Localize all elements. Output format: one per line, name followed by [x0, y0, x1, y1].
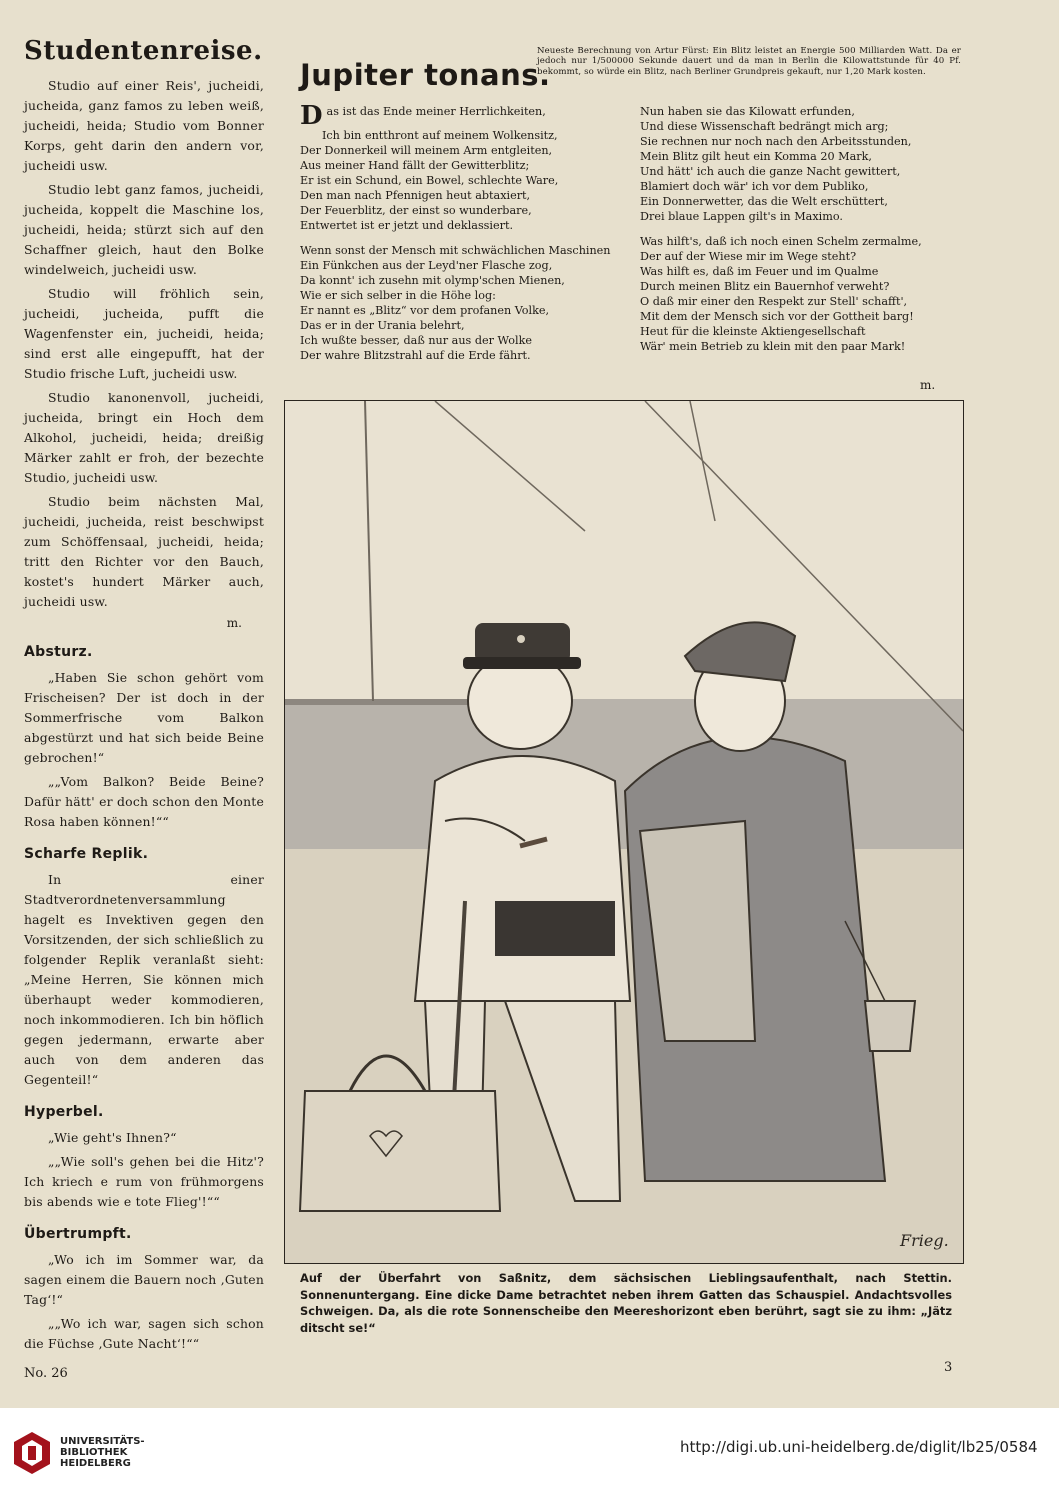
verse-line: Blamiert doch wär' ich vor dem Publiko,: [640, 180, 869, 193]
studentenreise-paragraph: Studio beim nächsten Mal, jucheidi, jucheida, reist beschwipst zum Schöffensaal, jucheidi, heida; tritt den Richter vor den Bauch, kostet's hundert Märker auch, jucheidi usw.: [24, 494, 264, 609]
studentenreise-paragraph: Studio lebt ganz famos, jucheidi, jucheida, koppelt die Maschine los, jucheidi, heida; stürzt sich auf den Schaffner gleich, haut den Bolke windelweich, jucheidi usw.: [24, 182, 264, 277]
verse-line: Ein Fünkchen aus der Leyd'ner Flasche zog,: [300, 259, 553, 272]
studentenreise-paragraph: Studio kanonenvoll, jucheidi, jucheida, bringt ein Hoch dem Alkohol, jucheidi, heida; dreißig Märker zahlt er froh, der bezechte Studio, jucheidi usw.: [24, 390, 264, 485]
verse-line: Durch meinen Blitz ein Bauernhof verweht?: [640, 280, 890, 293]
studentenreise-title: Studentenreise.: [24, 36, 263, 66]
verse-line: Was hilft's, daß ich noch einen Schelm zermalme,: [640, 235, 922, 248]
verse-line: Nun haben sie das Kilowatt erfunden,: [640, 105, 855, 118]
issue-number: No. 26: [24, 1366, 68, 1381]
illustration-caption: Auf der Überfahrt von Saßnitz, dem sächsischen Lieblingsaufenthalt, nach Stettin. Sonnenuntergang. Eine dicke Dame betrachtet neben ihrem Gatten das Schauspiel. Andachtsvolles Schweigen. Da, als die rote Sonnenscheibe den Meereshorizont eben berührt, sagt sie zu ihm: „Jätz ditscht se!“: [300, 1271, 952, 1335]
verse-line: Wie er sich selber in die Höhe log:: [300, 289, 496, 302]
verse-line: Da konnt' ich zusehn mit olymp'schen Mienen,: [300, 274, 565, 287]
absturz-paragraph: „Haben Sie schon gehört vom Frischeisen? Der ist doch in der Sommerfrische vom Balkon abgestürzt und hat sich beide Beine gebrochen!“: [24, 670, 264, 765]
verse-line: Wenn sonst der Mensch mit schwächlichen Maschinen: [300, 244, 611, 257]
replik-title: Scharfe Replik.: [24, 846, 149, 862]
verse-line: Der auf der Wiese mir im Wege steht?: [640, 250, 857, 263]
verse-line: Er nannt es „Blitz“ vor dem profanen Volke,: [300, 304, 550, 317]
library-seal-icon: [12, 1430, 52, 1476]
library-name: UNIVERSITÄTS- BIBLIOTHEK HEIDELBERG: [60, 1436, 145, 1469]
left-column: [24, 36, 264, 1358]
jupiter-verse-left: [300, 104, 630, 373]
verse-line: Der wahre Blitzstrahl auf die Erde fährt.: [300, 349, 531, 362]
verse-line: Mit dem der Mensch sich vor der Gottheit barg!: [640, 310, 914, 323]
studentenreise-paragraph: Studio will fröhlich sein, jucheidi, jucheida, pufft die Wagenfenster ein, jucheidi, heida; sind erst alle eingepufft, hat der Studio frische Luft, jucheidi usw.: [24, 286, 264, 381]
illustration: [284, 400, 964, 1264]
stanza-4: [640, 234, 962, 354]
verse-line: Den man nach Pfennigen heut abtaxiert,: [300, 189, 531, 202]
illustration-drawing: [285, 401, 963, 1263]
verse-line: Was hilft es, daß im Feuer und im Qualme: [640, 265, 879, 278]
initial-letter: D: [300, 104, 323, 128]
verse-line: Der Donnerkeil will meinem Arm entgleiten,: [300, 144, 553, 157]
verse-line: Mein Blitz gilt heut ein Komma 20 Mark,: [640, 150, 872, 163]
uebertrumpft-title: Übertrumpft.: [24, 1226, 132, 1242]
jupiter-note: Neueste Berechnung von Artur Fürst: Ein Blitz leistet an Energie 500 Milliarden Watt. Da er jedoch nur 1/500000 Sekunde dauert und da man in Berlin die Kilowattstunde für 40 Pf. bekommt, so würde ein Blitz, nach Berliner Grundpreis gekauft, nur 1,20 Mark kosten.: [537, 46, 961, 77]
absturz-paragraph: „„Vom Balkon? Beide Beine? Dafür hätt' er doch schon den Monte Rosa haben können!““: [24, 774, 264, 829]
verse-line: Und diese Wissenschaft bedrängt mich arg;: [640, 120, 889, 133]
verse-line: Das ist das Ende meiner Herrlichkeiten,: [300, 104, 546, 128]
stanza-2: [300, 243, 630, 363]
hyperbel-paragraph: „Wie geht's Ihnen?“: [48, 1130, 177, 1145]
verse-line: Wär' mein Betrieb zu klein mit den paar Mark!: [640, 340, 906, 353]
artist-signature: Frieg.: [900, 1231, 949, 1250]
verse-line: Heut für die kleinste Aktiengesellschaft: [640, 325, 866, 338]
absturz-title: Absturz.: [24, 644, 93, 660]
uebertrumpft-paragraph: „„Wo ich war, sagen sich schon die Füchse ‚Gute Nacht‘!““: [24, 1316, 264, 1351]
verse-line: Der Feuerblitz, der einst so wunderbare,: [300, 204, 532, 217]
page-number: 3: [944, 1360, 953, 1375]
stanza-3: [640, 104, 962, 224]
hyperbel-title: Hyperbel.: [24, 1104, 104, 1120]
verse-line: Drei blaue Lappen gilt's in Maximo.: [640, 210, 843, 223]
studentenreise-paragraph: Studio auf einer Reis', jucheidi, jucheida, ganz famos zu leben weiß, jucheidi, heida; Studio vom Bonner Korps, geht darin den andern vor, jucheidi usw.: [24, 78, 264, 173]
hyperbel-paragraph: „„Wie soll's gehen bei die Hitz'? Ich kriech e rum von frühmorgens bis abends wie e tote Flieg'!““: [24, 1154, 264, 1209]
jupiter-verse-right: [640, 104, 962, 364]
stanza-1: [300, 104, 630, 233]
verse-line: Das er in der Urania belehrt,: [300, 319, 465, 332]
uebertrumpft-paragraph: „Wo ich im Sommer war, da sagen einem die Bauern noch ‚Guten Tag‘!“: [24, 1252, 264, 1307]
verse-line: Sie rechnen nur noch nach den Arbeitsstunden,: [640, 135, 912, 148]
verse-line: Ich bin entthront auf meinem Wolkensitz,: [322, 129, 558, 142]
verse-line: Ich wußte besser, daß nur aus der Wolke: [300, 334, 532, 347]
verse-line: Entwertet ist er jetzt und deklassiert.: [300, 219, 514, 232]
replik-paragraph: In einer Stadtverordnetenversammlung hagelt es Invektiven gegen den Vorsitzenden, der sich schließlich zu folgender Replik veranlaßt sieht: „Meine Herren, Sie können mich überhaupt weder kommodieren, noch inkommodieren. Ich bin höflich gegen jedermann, erwarte aber auch von dem anderen das Gegenteil!“: [24, 872, 264, 1087]
verse-line: Aus meiner Hand fällt der Gewitterblitz;: [300, 159, 530, 172]
studentenreise-signature: m.: [226, 616, 242, 630]
verse-line: Und hätt' ich auch die ganze Nacht gewittert,: [640, 165, 901, 178]
source-url[interactable]: http://digi.ub.uni-heidelberg.de/diglit/lb25/0584: [680, 1438, 1038, 1456]
verse-line: Ein Donnerwetter, das die Welt erschüttert,: [640, 195, 888, 208]
verse-line: Er ist ein Schund, ein Bowel, schlechte Ware,: [300, 174, 559, 187]
jupiter-signature: m.: [920, 378, 936, 392]
verse-line: O daß mir einer den Respekt zur Stell' schafft',: [640, 295, 908, 308]
jupiter-title: Jupiter tonans.: [300, 58, 551, 92]
